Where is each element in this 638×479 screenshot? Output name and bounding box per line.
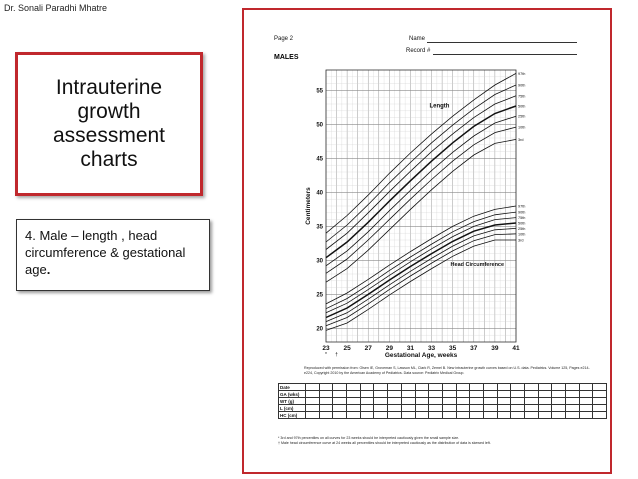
- table-cell[interactable]: [538, 412, 552, 419]
- table-cell[interactable]: [347, 391, 361, 398]
- group-label-head-circ: Head Circumference: [450, 261, 505, 268]
- table-row: [279, 391, 607, 398]
- x-tick-label: 27: [364, 345, 372, 352]
- table-row: [279, 405, 607, 412]
- table-cell[interactable]: [415, 398, 429, 405]
- table-row: [279, 384, 607, 391]
- x-tick-label: 23: [322, 345, 330, 352]
- table-cell[interactable]: [319, 391, 333, 398]
- table-cell[interactable]: [415, 384, 429, 391]
- percentile-label: 75th: [518, 94, 526, 99]
- table-cell[interactable]: [593, 405, 607, 412]
- table-cell[interactable]: [497, 405, 511, 412]
- group-label-length: Length: [429, 103, 450, 110]
- row-label: HC (cm): [279, 412, 306, 419]
- percentile-label: 50th: [518, 221, 526, 226]
- table-cell[interactable]: [566, 405, 580, 412]
- y-tick-label: 30: [316, 258, 323, 265]
- table-row: [279, 412, 607, 419]
- table-cell[interactable]: [483, 412, 497, 419]
- table-cell[interactable]: [552, 405, 566, 412]
- percentile-label: 25th: [518, 226, 526, 231]
- table-cell[interactable]: [593, 384, 607, 391]
- table-cell[interactable]: [374, 398, 388, 405]
- table-cell[interactable]: [483, 391, 497, 398]
- y-tick-label: 45: [316, 156, 323, 163]
- table-cell[interactable]: [360, 405, 374, 412]
- x-tick-label: 29: [385, 345, 393, 352]
- table-cell[interactable]: [374, 391, 388, 398]
- x-tick-label: 33: [427, 345, 436, 352]
- table-cell[interactable]: [442, 405, 456, 412]
- table-cell[interactable]: [388, 398, 402, 405]
- table-row: [279, 398, 607, 405]
- table-cell[interactable]: [497, 384, 511, 391]
- table-cell[interactable]: [347, 384, 361, 391]
- table-cell[interactable]: [566, 398, 580, 405]
- table-cell[interactable]: [511, 412, 525, 419]
- table-cell[interactable]: [401, 391, 415, 398]
- table-cell[interactable]: [579, 405, 593, 412]
- row-label: Date: [279, 384, 306, 391]
- table-cell[interactable]: [525, 412, 539, 419]
- table-cell[interactable]: [538, 384, 552, 391]
- table-cell[interactable]: [360, 384, 374, 391]
- table-cell[interactable]: [483, 405, 497, 412]
- table-cell[interactable]: [319, 405, 333, 412]
- table-cell[interactable]: [347, 412, 361, 419]
- y-tick-label: 55: [316, 88, 323, 95]
- table-cell[interactable]: [360, 398, 374, 405]
- row-label: WT (g): [279, 398, 306, 405]
- table-cell[interactable]: [333, 412, 347, 419]
- table-cell[interactable]: [333, 405, 347, 412]
- table-cell[interactable]: [483, 398, 497, 405]
- x-marker-label: †: [335, 352, 338, 358]
- percentile-label: 75th: [518, 216, 526, 221]
- table-cell[interactable]: [497, 398, 511, 405]
- table-cell[interactable]: [401, 398, 415, 405]
- y-tick-label: 20: [316, 326, 323, 333]
- table-cell[interactable]: [511, 391, 525, 398]
- x-tick-label: 35: [449, 345, 457, 352]
- table-cell[interactable]: [456, 398, 470, 405]
- table-cell[interactable]: [470, 391, 484, 398]
- y-tick-label: 25: [316, 292, 323, 299]
- table-cell[interactable]: [429, 405, 443, 412]
- table-cell[interactable]: [525, 405, 539, 412]
- table-cell[interactable]: [374, 405, 388, 412]
- table-cell[interactable]: [333, 391, 347, 398]
- table-cell[interactable]: [497, 412, 511, 419]
- table-cell[interactable]: [306, 405, 320, 412]
- author-credit: Dr. Sonali Paradhi Mhatre: [4, 3, 108, 13]
- table-cell[interactable]: [388, 391, 402, 398]
- table-cell[interactable]: [593, 391, 607, 398]
- percentile-label: 97th: [518, 204, 526, 209]
- table-cell[interactable]: [456, 405, 470, 412]
- table-cell[interactable]: [456, 384, 470, 391]
- title-line: Intrauterine: [55, 76, 163, 99]
- y-axis-label: Centimeters: [305, 187, 312, 225]
- table-cell[interactable]: [552, 384, 566, 391]
- table-cell[interactable]: [319, 384, 333, 391]
- description-text: 4. Male – length , head circumference & gestational age: [25, 228, 186, 277]
- x-tick-label: 31: [406, 345, 415, 352]
- description-end: .: [46, 262, 51, 277]
- table-cell[interactable]: [511, 398, 525, 405]
- footnote-1: * 3rd and 97th percentiles on all curves for 23 weeks should be interpreted cautiously given the small sample size.: [278, 436, 460, 440]
- table-cell[interactable]: [593, 398, 607, 405]
- table-cell[interactable]: [538, 391, 552, 398]
- table-cell[interactable]: [525, 391, 539, 398]
- name-label: Name: [409, 36, 426, 42]
- table-cell[interactable]: [415, 405, 429, 412]
- percentile-label: 90th: [518, 210, 526, 215]
- table-cell[interactable]: [388, 405, 402, 412]
- x-tick-label: 37: [470, 345, 478, 352]
- table-cell[interactable]: [552, 398, 566, 405]
- table-cell[interactable]: [388, 412, 402, 419]
- x-marker-label: *: [325, 352, 327, 358]
- percentile-label: 3rd: [518, 238, 524, 243]
- table-cell[interactable]: [579, 412, 593, 419]
- table-cell[interactable]: [442, 391, 456, 398]
- table-cell[interactable]: [470, 412, 484, 419]
- page-number: Page 2: [274, 36, 294, 42]
- table-cell[interactable]: [442, 398, 456, 405]
- table-cell[interactable]: [552, 391, 566, 398]
- description-box: [16, 219, 210, 291]
- table-cell[interactable]: [579, 398, 593, 405]
- table-cell[interactable]: [319, 398, 333, 405]
- table-cell[interactable]: [374, 384, 388, 391]
- percentile-label: 25th: [518, 114, 526, 119]
- table-cell[interactable]: [360, 391, 374, 398]
- table-cell[interactable]: [456, 412, 470, 419]
- table-cell[interactable]: [538, 405, 552, 412]
- table-cell[interactable]: [566, 384, 580, 391]
- table-cell[interactable]: [566, 391, 580, 398]
- slide-title: [34, 76, 184, 172]
- table-cell[interactable]: [415, 391, 429, 398]
- table-cell[interactable]: [483, 384, 497, 391]
- x-tick-label: 25: [343, 345, 351, 352]
- table-cell[interactable]: [525, 398, 539, 405]
- table-cell[interactable]: [525, 384, 539, 391]
- table-cell[interactable]: [306, 384, 320, 391]
- table-cell[interactable]: [415, 412, 429, 419]
- table-cell[interactable]: [333, 384, 347, 391]
- x-tick-label: 39: [491, 345, 499, 352]
- percentile-label: 50th: [518, 104, 526, 109]
- table-cell[interactable]: [429, 412, 443, 419]
- table-cell[interactable]: [593, 412, 607, 419]
- table-cell[interactable]: [401, 384, 415, 391]
- table-cell[interactable]: [347, 398, 361, 405]
- table-cell[interactable]: [552, 412, 566, 419]
- table-cell[interactable]: [470, 405, 484, 412]
- table-cell[interactable]: [347, 405, 361, 412]
- table-cell[interactable]: [333, 398, 347, 405]
- table-cell[interactable]: [442, 412, 456, 419]
- row-label: GA (wks): [279, 391, 306, 398]
- footnote-2: † Male head circumference curve at 24 weeks all percentiles should be interpreted cautiously as the distribution of data is skewed left.: [278, 440, 491, 445]
- percentile-label: 10th: [518, 125, 526, 130]
- table-cell[interactable]: [470, 384, 484, 391]
- table-cell[interactable]: [442, 384, 456, 391]
- table-cell[interactable]: [374, 412, 388, 419]
- reference-text: Reproduced with permission from: Olsen IE, Groveman S, Lawson ML, Clark R, Zemel B. New intrauterine growth curves based on U.S. data. Pediatrics. Volume 125, Pages e214-e224, Copyright 2010 by the American Academy of Pediatrics. Data source: Pediatrix Medical Group.: [304, 366, 590, 375]
- table-cell[interactable]: [429, 384, 443, 391]
- percentile-label: 97th: [518, 71, 526, 76]
- table-cell[interactable]: [429, 391, 443, 398]
- title-line: growth: [77, 100, 141, 123]
- table-cell[interactable]: [306, 412, 320, 419]
- table-cell[interactable]: [401, 412, 415, 419]
- table-cell[interactable]: [579, 391, 593, 398]
- table-cell[interactable]: [579, 384, 593, 391]
- x-axis-label: Gestational Age, weeks: [384, 352, 458, 359]
- percentile-label: 90th: [518, 83, 526, 88]
- x-tick-label: 41: [512, 345, 520, 352]
- y-tick-label: 35: [316, 224, 323, 231]
- footnotes: [278, 436, 588, 445]
- y-tick-label: 40: [316, 190, 323, 197]
- table-cell[interactable]: [497, 391, 511, 398]
- title-box: [15, 52, 203, 196]
- growth-chart-sheet: [242, 8, 612, 474]
- table-cell[interactable]: [401, 405, 415, 412]
- table-cell[interactable]: [470, 398, 484, 405]
- table-cell[interactable]: [306, 398, 320, 405]
- row-label: L (cm): [279, 405, 306, 412]
- table-cell[interactable]: [456, 391, 470, 398]
- table-cell[interactable]: [360, 412, 374, 419]
- title-line: charts: [80, 148, 138, 171]
- table-cell[interactable]: [511, 384, 525, 391]
- table-cell[interactable]: [566, 412, 580, 419]
- y-tick-label: 50: [316, 122, 323, 129]
- section-title: MALES: [274, 54, 299, 61]
- table-cell[interactable]: [306, 391, 320, 398]
- table-cell[interactable]: [388, 384, 402, 391]
- measurement-table: [278, 383, 607, 419]
- percentile-label: 10th: [518, 232, 526, 237]
- table-cell[interactable]: [538, 398, 552, 405]
- percentile-label: 3rd: [518, 137, 524, 142]
- title-line: assessment: [52, 124, 166, 147]
- table-cell[interactable]: [319, 412, 333, 419]
- table-cell[interactable]: [511, 405, 525, 412]
- table-cell[interactable]: [429, 398, 443, 405]
- record-label: Record #: [406, 48, 431, 54]
